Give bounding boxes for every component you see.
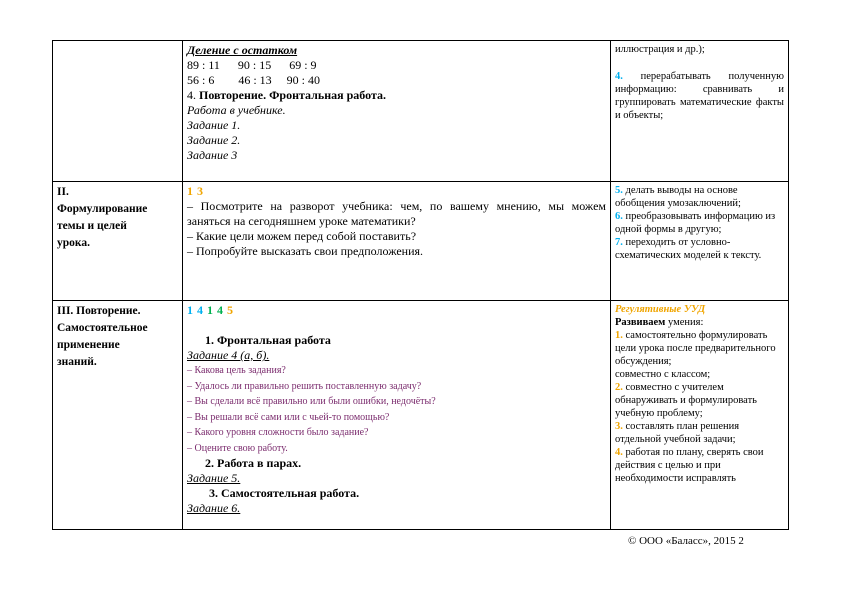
- marker: 4: [217, 303, 223, 317]
- stage-line: Формулирование: [57, 203, 148, 215]
- item-heading: [187, 88, 606, 103]
- stage-line: III. Повторение.: [57, 305, 141, 317]
- uud-title: Регулятивные УУД: [615, 304, 706, 315]
- content-cell: [183, 301, 611, 530]
- task-label: Задание 3: [187, 148, 238, 162]
- content-cell: [183, 182, 611, 301]
- lesson-table: [52, 40, 789, 530]
- uud-item: [615, 446, 784, 485]
- marker: 3: [197, 184, 203, 198]
- marker: 4: [197, 303, 203, 317]
- example-line: 89 : 11 90 : 15 69 : 9: [187, 58, 317, 72]
- task-label: Задание 1.: [187, 118, 241, 132]
- uud-text: переходить от условно-схематических моделей к тексту.: [615, 237, 762, 261]
- uud-item: [615, 368, 784, 381]
- stage-cell: [53, 41, 183, 182]
- uud-number: 1.: [615, 330, 623, 341]
- uud-item: [615, 184, 784, 210]
- content-cell: [183, 41, 611, 182]
- section-heading: 3. Самостоятельная работа.: [209, 486, 360, 500]
- uud-number: 4.: [615, 71, 623, 82]
- uud-text: иллюстрация и др.);: [615, 44, 705, 55]
- table-row: [53, 41, 789, 182]
- uud-item: [615, 236, 784, 262]
- uud-number: 4.: [615, 447, 623, 458]
- uud-text: преобразовывать информацию из одной формы в другую;: [615, 211, 776, 235]
- example-line: 56 : 6 46 : 13 90 : 40: [187, 73, 321, 87]
- section-heading: 1. Фронтальная работа: [205, 333, 331, 347]
- stage-cell: [53, 301, 183, 530]
- uud-intro-text: умения:: [665, 317, 704, 328]
- task-label: Задание 2.: [187, 133, 241, 147]
- uud-cell: [611, 41, 789, 182]
- task-label: Задание 6.: [187, 501, 241, 515]
- marker: 1: [207, 303, 213, 317]
- uud-item: [615, 210, 784, 236]
- uud-item: [615, 329, 784, 368]
- uud-markers: [187, 303, 606, 318]
- uud-text: делать выводы на основе обобщения умозаключений;: [615, 185, 741, 209]
- uud-cell: [611, 301, 789, 530]
- uud-text: совместно с учителем обнаруживать и формулировать учебную проблему;: [615, 382, 757, 419]
- uud-number: 6.: [615, 211, 623, 222]
- uud-cell: [611, 182, 789, 301]
- item-number: 4.: [187, 88, 199, 102]
- task-label: Задание 4 (а, б).: [187, 348, 270, 362]
- stage-line: знаний.: [57, 356, 97, 368]
- marker: 1: [187, 184, 193, 198]
- question-line: – Вы решали всё сами или с чьей-то помощью?: [187, 411, 390, 423]
- uud-number: 5.: [615, 185, 623, 196]
- uud-text: самостоятельно формулировать цели урока после предварительного обсуждения;: [615, 330, 776, 367]
- table-row: [53, 301, 789, 530]
- uud-item: [615, 420, 784, 446]
- work-label: Работа в учебнике.: [187, 103, 286, 117]
- task-label: Задание 5.: [187, 471, 241, 485]
- section-title: Деление с остатком: [187, 43, 298, 57]
- item-text: Повторение. Фронтальная работа.: [199, 88, 387, 102]
- question-line: – Вы сделали всё правильно или были ошибки, недочёты?: [187, 396, 436, 407]
- uud-text: совместно с классом;: [615, 369, 711, 380]
- question-line: – Попробуйте высказать свои предположения.: [187, 244, 424, 258]
- question-line: – Удалось ли правильно решить поставленную задачу?: [187, 380, 422, 392]
- uud-number: 3.: [615, 421, 623, 432]
- stage-cell: [53, 182, 183, 301]
- uud-number: 2.: [615, 382, 623, 393]
- question-line: – Оцените свою работу.: [187, 442, 288, 454]
- uud-item: [615, 70, 784, 122]
- marker: 5: [227, 303, 233, 317]
- marker: 1: [187, 303, 193, 317]
- question-line: – Какие цели можем перед собой поставить?: [187, 229, 417, 243]
- uud-text: перерабатывать полученную информацию: сравнивать и группировать математические факты и объекты;: [615, 71, 784, 121]
- uud-text: составлять план решения отдельной учебной задачи;: [615, 421, 740, 445]
- stage-line: Самостоятельное: [57, 322, 148, 334]
- stage-line: II.: [57, 186, 69, 198]
- stage-line: применение: [57, 339, 120, 351]
- uud-intro-bold: Развиваем: [615, 317, 666, 328]
- question-line: – Посмотрите на разворот учебника: чем, по вашему мнению, мы можем заняться на сегодняшнем уроке математики?: [187, 199, 606, 228]
- uud-item: [615, 381, 784, 420]
- uud-markers: [187, 184, 606, 199]
- uud-text: работая по плану, сверять свои действия с целью и при необходимости исправлять: [615, 447, 764, 484]
- stage-line: урока.: [57, 237, 90, 249]
- question-line: – Какого уровня сложности было задание?: [187, 427, 369, 438]
- question-line: – Какова цель задания?: [187, 365, 286, 376]
- section-heading: 2. Работа в парах.: [205, 456, 302, 470]
- table-row: [53, 182, 789, 301]
- uud-intro: [615, 316, 784, 329]
- stage-line: темы и целей: [57, 220, 127, 232]
- uud-number: 7.: [615, 237, 623, 248]
- copyright-footer: © ООО «Баласс», 2015 2: [628, 535, 744, 547]
